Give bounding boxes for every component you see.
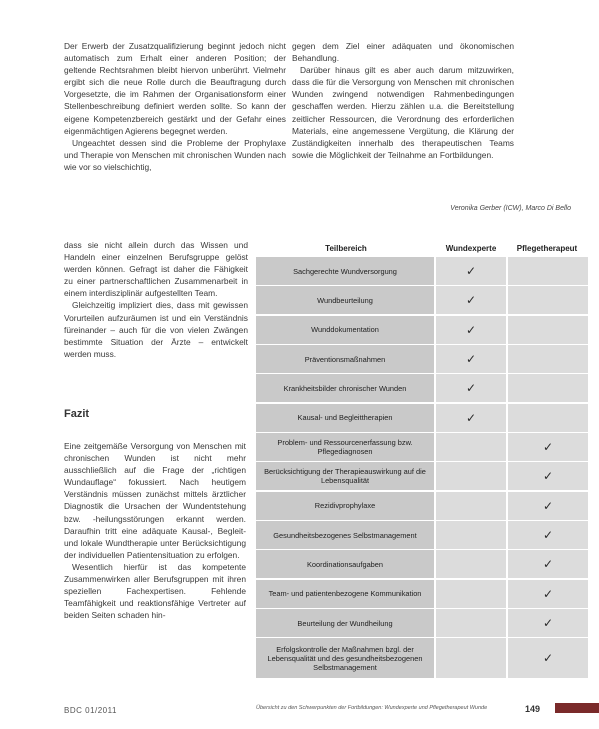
cell-teilbereich: Beurteilung der Wundheilung (256, 609, 434, 637)
left-column-lower (64, 239, 248, 360)
table-row (256, 316, 588, 344)
paragraph: Der Erwerb der Zusatzqualifizierung beginnt jedoch nicht automatisch zum Erhalt einer anderen Position; der geltende Rechtsrahmen bleibt hiervon unberührt. Vielmehr ergibt sich die neue Rolle durch die Beauftragung durch Vorgesetzte, die im Rahmen der Organisationsform einer Stellenbeschreibung definiert werden sollte. So kann der eigene Kompetenzbereich gestärkt und der Gefahr eines eigenmächtigen Agierens begegnet werden. (64, 41, 286, 136)
checkmark-icon: ✓ (542, 528, 554, 543)
table-row (256, 286, 588, 314)
checkmark-icon: ✓ (542, 616, 554, 631)
table-row (256, 550, 588, 578)
cell-pflegetherapeut (508, 345, 588, 373)
cell-teilbereich: Team- und patientenbezogene Kommunikation (256, 580, 434, 608)
author-credit: Veronika Gerber (ICW), Marco Di Bello (450, 205, 571, 212)
cell-pflegetherapeut (508, 550, 588, 578)
table-row (256, 609, 588, 637)
checkmark-icon: ✓ (542, 440, 554, 455)
checkmark-icon: ✓ (465, 352, 477, 367)
journal-footer: BDC 01/2011 (64, 706, 117, 715)
cell-wundexperte (436, 286, 506, 314)
table-body (256, 257, 588, 678)
cell-pflegetherapeut (508, 404, 588, 432)
footer-accent-bar (555, 703, 599, 713)
cell-pflegetherapeut (508, 462, 588, 490)
left-column-top (64, 40, 286, 173)
table-row (256, 433, 588, 461)
cell-wundexperte (436, 345, 506, 373)
table-row (256, 374, 588, 402)
cell-teilbereich: Erfolgskontrolle der Maßnahmen bzgl. der Lebensqualität und des gesundheitsbezogenen Selbstmanagement (256, 638, 434, 678)
table-row (256, 638, 588, 678)
checkmark-icon: ✓ (542, 498, 554, 513)
checkmark-icon: ✓ (465, 381, 477, 396)
competency-table (256, 239, 588, 680)
header-teilbereich: Teilbereich (325, 243, 367, 253)
cell-wundexperte (436, 638, 506, 678)
cell-wundexperte (436, 257, 506, 285)
checkmark-icon: ✓ (542, 651, 554, 666)
cell-pflegetherapeut (508, 580, 588, 608)
cell-pflegetherapeut (508, 433, 588, 461)
cell-teilbereich: Kausal- und Begleittherapien (256, 404, 434, 432)
cell-pflegetherapeut (508, 286, 588, 314)
cell-pflegetherapeut (508, 521, 588, 549)
cell-teilbereich: Berücksichtigung der Therapieauswirkung auf die Lebensqualität (256, 462, 434, 490)
cell-wundexperte (436, 404, 506, 432)
cell-teilbereich: Präventionsmaßnahmen (256, 345, 434, 373)
cell-pflegetherapeut (508, 257, 588, 285)
header-pflegetherapeut: Pflegetherapeut (516, 243, 578, 253)
table-row (256, 580, 588, 608)
table-caption: Übersicht zu den Schwerpunkten der Fortbildungen: Wundexperte und Pflegetherapeut Wunde (256, 705, 488, 711)
section-heading-fazit: Fazit (64, 408, 90, 420)
cell-pflegetherapeut (508, 492, 588, 520)
cell-pflegetherapeut (508, 374, 588, 402)
checkmark-icon: ✓ (542, 469, 554, 484)
paragraph: Ungeachtet dessen sind die Probleme der Prophylaxe und Therapie von Menschen mit chronischen Wunden nach wie vor so vielschichtig, (64, 137, 286, 172)
cell-teilbereich: Gesundheitsbezogenes Selbstmanagement (256, 521, 434, 549)
table-row (256, 345, 588, 373)
cell-wundexperte (436, 374, 506, 402)
right-column (292, 40, 514, 161)
checkmark-icon: ✓ (542, 557, 554, 572)
cell-pflegetherapeut (508, 638, 588, 678)
header-wundexperte: Wundexperte (445, 243, 497, 253)
table-row (256, 462, 588, 490)
paragraph: gegen dem Ziel einer adäquaten und ökonomischen Behandlung. (292, 41, 514, 64)
cell-teilbereich: Koordinationsaufgaben (256, 550, 434, 578)
cell-wundexperte (436, 316, 506, 344)
cell-teilbereich: Problem- und Ressourcenerfassung bzw. Pflegediagnosen (256, 433, 434, 461)
table-row (256, 257, 588, 285)
cell-wundexperte (436, 521, 506, 549)
checkmark-icon: ✓ (542, 586, 554, 601)
cell-teilbereich: Krankheitsbilder chronischer Wunden (256, 374, 434, 402)
checkmark-icon: ✓ (465, 264, 477, 278)
paragraph: Darüber hinaus gilt es aber auch darum mitzuwirken, dass die für die Versorgung von Menschen mit chronischen Wunden zwingend notwendigen Rahmenbedingungen geschaffen werden. Hierzu zählen u.a. die Bereitstellung zeitlicher Ressourcen, die Verordnung des erforderlichen Materials, eine angemessene Vergütung, die Klärung der Zuständigkeiten innerhalb des therapeutischen Teams sowie die Möglichkeit der Teilnahme an Fortbildungen. (292, 65, 514, 160)
table-row (256, 521, 588, 549)
cell-teilbereich: Wundbeurteilung (256, 286, 434, 314)
cell-wundexperte (436, 580, 506, 608)
cell-teilbereich: Sachgerechte Wundversorgung (256, 257, 434, 285)
checkmark-icon: ✓ (465, 322, 477, 337)
table-row (256, 492, 588, 520)
paragraph: Wesentlich hierfür ist das kompetente Zusammenwirken aller Berufsgruppen mit ihren speziellen Fachexpertisen. Fehlende Teamfähigkeit und reaktionsfähige Vertreter auf beiden Seiten schaden hin- (64, 561, 246, 621)
cell-pflegetherapeut (508, 316, 588, 344)
cell-teilbereich: Wunddokumentation (256, 316, 434, 344)
cell-wundexperte (436, 492, 506, 520)
cell-pflegetherapeut (508, 609, 588, 637)
paragraph: Gleichzeitig impliziert dies, dass mit gewissen Vorurteilen aufzuräumen ist und ein Verständnis füreinander – auch für die von vielen Zwängen bestimmte Situation der Ärzte – entwickelt werden muss. (64, 300, 248, 359)
paragraph: Eine zeitgemäße Versorgung von Menschen mit chronischen Wunden ist nicht mehr ausschließlich auf die Frage der „richtigen Wundauflage“ fokussiert. Nach heutigem Verständnis müssen zunächst mittels ärztlicher Diagnostik die Ursachen der Wundentstehung bzw. -heilungsstörungen erkannt werden. Daraufhin tritt eine adäquate Kausal-, Begleit- und lokale Wundtherapie unter Berücksichtigung der individuellen Patientensituation zu erfolgen. (64, 441, 246, 560)
table-header (256, 239, 588, 257)
table-row (256, 404, 588, 432)
cell-wundexperte (436, 550, 506, 578)
checkmark-icon: ✓ (465, 410, 477, 425)
checkmark-icon: ✓ (465, 293, 477, 308)
cell-wundexperte (436, 609, 506, 637)
paragraph: dass sie nicht allein durch das Wissen und Handeln einer einzelnen Berufsgruppe gelöst werden können. Gefragt ist daher die Fähigkeit zu einer partnerschaftlichen Zusammenarbeit in einem interdisziplinär aufgestellten Team. (64, 240, 248, 299)
left-column-fazit (64, 440, 246, 621)
page-number: 149 (525, 704, 541, 714)
cell-wundexperte (436, 433, 506, 461)
cell-teilbereich: Rezidivprophylaxe (256, 492, 434, 520)
cell-wundexperte (436, 462, 506, 490)
